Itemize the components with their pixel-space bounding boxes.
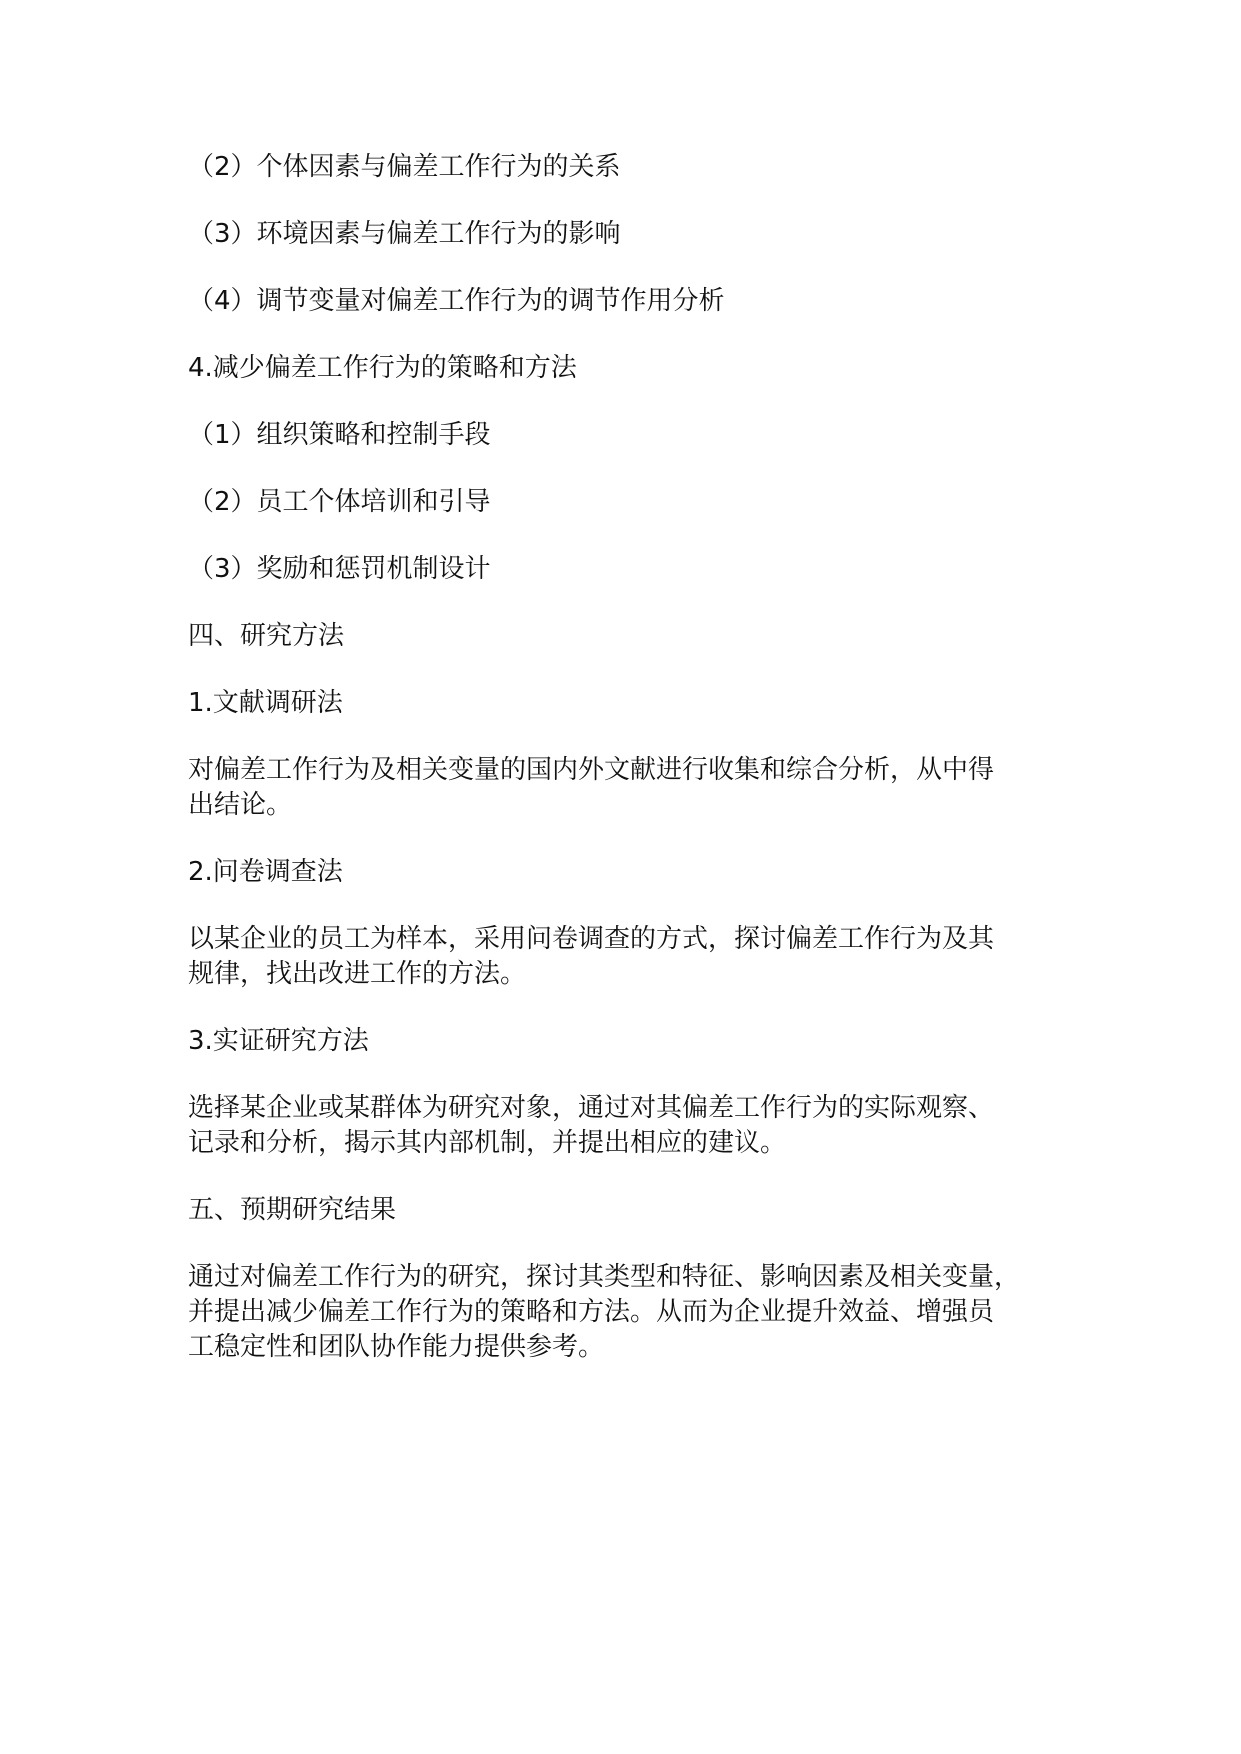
subitem-environmental-factors: （3）环境因素与偏差工作行为的影响	[188, 219, 621, 249]
paragraph-line: 对偏差工作行为及相关变量的国内外文献进行收集和综合分析，从中得	[188, 755, 995, 785]
chapter-heading-expected-results: 五、预期研究结果	[188, 1195, 397, 1225]
paragraph-line: 通过对偏差工作行为的研究，探讨其类型和特征、影响因素及相关变量，	[188, 1262, 1021, 1292]
paragraph-line: 并提出减少偏差工作行为的策略和方法。从而为企业提升效益、增强员	[188, 1297, 995, 1327]
method-questionnaire-paragraph	[188, 922, 1088, 992]
method-empirical-paragraph	[188, 1091, 1088, 1161]
chapter-heading-research-methods: 四、研究方法	[188, 621, 345, 651]
paragraph-line: 记录和分析，揭示其内部机制，并提出相应的建议。	[188, 1128, 787, 1158]
paragraph-line: 规律，找出改进工作的方法。	[188, 959, 527, 989]
subitem-moderating-variables: （4）调节变量对偏差工作行为的调节作用分析	[188, 286, 725, 316]
paragraph-line: 以某企业的员工为样本，采用问卷调查的方式，探讨偏差工作行为及其	[188, 924, 995, 954]
section-heading-strategies: 4.减少偏差工作行为的策略和方法	[188, 353, 577, 383]
method-heading-literature-review: 1.文献调研法	[188, 688, 343, 718]
paragraph-line: 工稳定性和团队协作能力提供参考。	[188, 1332, 605, 1362]
method-literature-paragraph	[188, 753, 1088, 823]
document-body	[188, 150, 1088, 1397]
paragraph-line: 出结论。	[188, 790, 293, 820]
method-heading-empirical: 3.实证研究方法	[188, 1026, 369, 1056]
paragraph-line: 选择某企业或某群体为研究对象，通过对其偏差工作行为的实际观察、	[188, 1093, 995, 1123]
method-heading-questionnaire: 2.问卷调查法	[188, 857, 343, 887]
subitem-organizational-strategy: （1）组织策略和控制手段	[188, 420, 491, 450]
subitem-reward-punishment: （3）奖励和惩罚机制设计	[188, 554, 491, 584]
subitem-individual-factors: （2）个体因素与偏差工作行为的关系	[188, 152, 621, 182]
expected-results-paragraph	[188, 1260, 1088, 1365]
subitem-employee-training: （2）员工个体培训和引导	[188, 487, 491, 517]
